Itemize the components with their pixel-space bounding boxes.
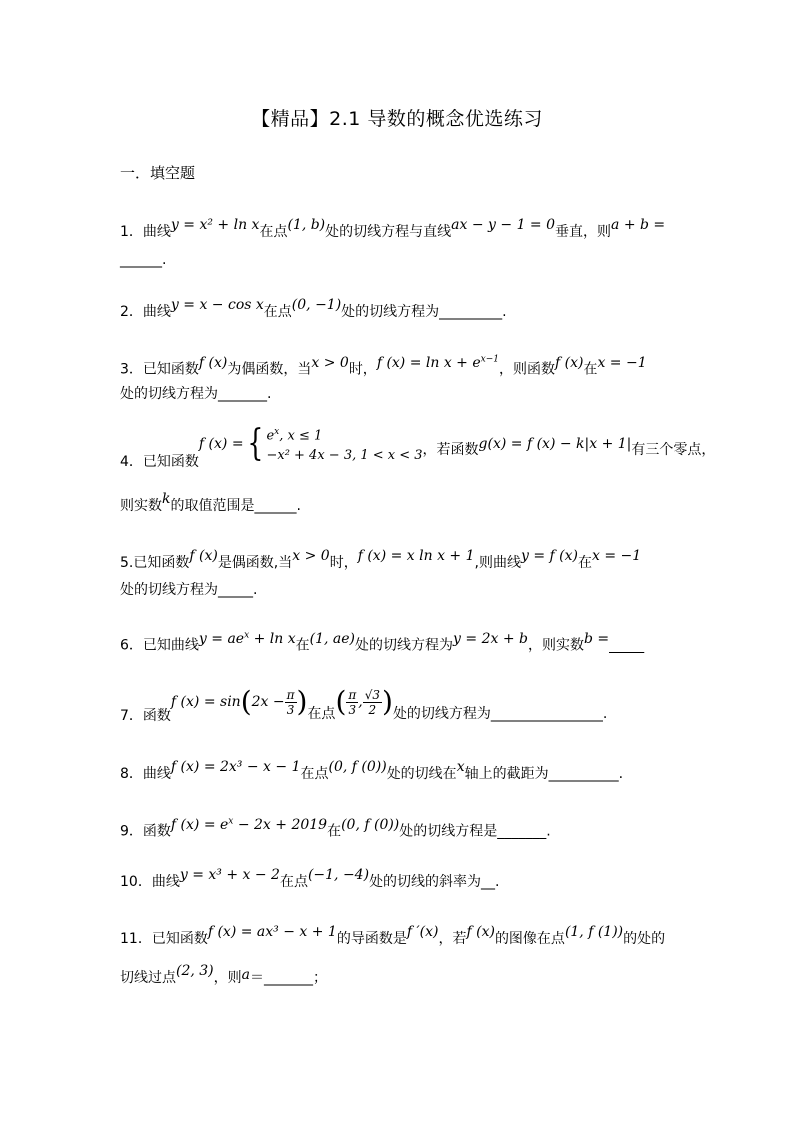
q11-text: 的处的	[623, 931, 666, 947]
q4-text: 的取值范围是______.	[170, 498, 301, 514]
left-paren-icon: (	[335, 685, 347, 718]
q1-text: 垂直，则	[555, 224, 612, 240]
q11-text: ＝_______；	[250, 970, 327, 986]
right-paren-icon: )	[382, 685, 393, 718]
q2-text: 在点	[263, 304, 292, 320]
q8-point: (0, f (0))	[328, 759, 387, 775]
q7-px-num: π	[348, 687, 357, 702]
q5-number: 5.已知函数	[120, 555, 190, 571]
q5-x: x = −1	[591, 548, 642, 564]
q8-x: x	[456, 759, 465, 775]
q7-text: 处的切线方程为________________.	[392, 706, 608, 722]
q3-func: f (x)	[198, 354, 228, 371]
q11-text: 切线过点	[120, 970, 176, 986]
q1-line: ax − y − 1 = 0	[451, 217, 556, 233]
q11-point: (1, f (1))	[564, 924, 624, 940]
q6-number: 6．已知曲线	[120, 637, 199, 654]
q9-text: 处的切线方程是_______.	[399, 823, 551, 840]
q6-curve-base: y = ae	[198, 630, 245, 647]
q4-case1-exp: x	[274, 427, 280, 437]
question-7	[120, 680, 607, 724]
q4-text: 有三个零点，	[631, 442, 716, 459]
q1-number: 1．曲线	[120, 224, 171, 240]
q1-text: 在点	[259, 224, 288, 240]
q7-func: f (x) = sin	[170, 694, 241, 710]
q7-py-num: √3	[364, 687, 380, 702]
q8-text: 轴上的截距为__________.	[464, 766, 624, 782]
q7-px-den: 3	[348, 702, 357, 717]
q2-text: 处的切线方程为_________.	[341, 304, 507, 320]
question-2	[120, 297, 507, 322]
q3-func2: f (x)	[555, 354, 584, 371]
q11-text: 的导函数是	[336, 931, 407, 947]
q4-g: g(x) = f (x) − k|x + 1|	[478, 436, 632, 453]
q1-point: (1, b)	[287, 217, 326, 233]
q10-curve: y = x³ + x − 2	[179, 867, 280, 883]
question-1-blank	[120, 250, 166, 270]
q2-curve: y = x − cos x	[170, 297, 264, 313]
q4-number: 4．已知函数	[120, 454, 199, 471]
q4-cases	[266, 422, 422, 466]
question-3-cont	[120, 384, 271, 404]
section-heading: 一．填空题	[120, 164, 196, 182]
question-4	[120, 423, 716, 472]
q5-text: ,则曲线	[474, 555, 521, 571]
q11-func2: f (x)	[466, 924, 495, 940]
q5-curve: y = f (x)	[520, 548, 578, 564]
q11-text: ，则	[213, 970, 242, 986]
question-1	[120, 217, 666, 242]
q3-x: x = −1	[597, 354, 647, 371]
q7-py-den: 2	[368, 702, 377, 717]
q11-text: ，若	[438, 931, 467, 947]
q7-point-x	[346, 688, 358, 717]
answer-blank: ______.	[120, 252, 167, 268]
q7-number: 7．函数	[120, 708, 171, 724]
q4-k: k	[162, 491, 171, 507]
q5-func: f (x)	[189, 548, 218, 564]
q7-fraction	[285, 688, 297, 717]
q5-text: 时，	[329, 555, 358, 571]
q3-expr-base: f (x) = ln x + e	[376, 354, 481, 371]
q5-expr: f (x) = x ln x + 1	[357, 548, 475, 564]
q4-piecewise	[199, 422, 423, 466]
left-paren-icon: (	[240, 685, 252, 718]
q9-func-base: f (x) = e	[170, 816, 229, 833]
question-5-cont	[120, 580, 257, 600]
q3-text: 在	[583, 361, 598, 378]
q3-expr-exp: x−1	[480, 354, 499, 364]
q4-text: ，若函数	[422, 442, 479, 459]
question-11-cont	[120, 963, 327, 988]
q11-a: a	[241, 967, 250, 983]
question-9	[120, 818, 551, 842]
q6-text: 在	[295, 637, 310, 654]
q6-curve-rest: + ln x	[249, 630, 296, 647]
q9-func	[171, 817, 327, 833]
q7-frac-num: π	[286, 687, 295, 702]
q4-func: f (x) =	[198, 436, 244, 453]
q4-case2: −x² + 4x − 3, 1 < x < 3	[266, 448, 423, 464]
q7-frac-den: 3	[286, 702, 295, 717]
q6-point: (1, ae)	[309, 630, 356, 647]
q9-number: 9．函数	[120, 823, 171, 840]
q11-func: f (x) = ax³ − x + 1	[207, 924, 337, 940]
left-brace-icon: {	[246, 423, 264, 465]
q11-text: 的图像在点	[494, 931, 565, 947]
q2-number: 2．曲线	[120, 304, 171, 320]
q3-text: 为偶函数，当	[227, 361, 312, 378]
q7-point-y	[363, 688, 382, 717]
q10-text: 处的切线的斜率为__.	[369, 874, 500, 890]
q5-cond: x > 0	[292, 548, 330, 564]
question-11	[120, 924, 666, 949]
q6-b: b =	[583, 630, 610, 647]
question-4-cont	[120, 491, 301, 516]
right-paren-icon: )	[296, 685, 308, 718]
q4-case1-cond: , x ≤ 1	[279, 428, 323, 444]
q8-text: 处的切线在	[386, 766, 457, 782]
q10-point: (−1, −4)	[307, 867, 370, 883]
q7-text: 在点	[307, 706, 336, 722]
q2-point: (0, −1)	[291, 297, 342, 313]
q10-number: 10．曲线	[120, 874, 180, 890]
question-5	[120, 548, 642, 573]
q1-expr: a + b =	[611, 217, 666, 233]
q3-number: 3．已知函数	[120, 361, 199, 378]
q7-inner: 2x −	[251, 694, 285, 710]
answer-blank: _____	[609, 637, 645, 654]
q5-text: 处的切线方程为_____.	[120, 582, 258, 598]
q4-text: 则实数	[120, 498, 162, 514]
question-3	[120, 356, 647, 380]
q10-text: 在点	[279, 874, 308, 890]
q8-text: 在点	[300, 766, 329, 782]
q11-deriv: f ′(x)	[406, 924, 439, 940]
comma: ,	[358, 694, 363, 710]
q1-text: 处的切线方程与直线	[325, 224, 452, 240]
q6-text: ，则实数	[527, 637, 584, 654]
q8-number: 8．曲线	[120, 766, 171, 782]
question-6	[120, 632, 644, 656]
q6-text: 处的切线方程为	[355, 637, 454, 654]
q5-text: 是偶函数,当	[217, 555, 293, 571]
question-8	[120, 759, 624, 784]
q3-text: ，则函数	[499, 361, 555, 378]
q11-number: 11．已知函数	[120, 931, 208, 947]
q6-curve	[199, 631, 296, 647]
q6-line: y = 2x + b	[453, 630, 528, 647]
q9-func-exp: x	[228, 816, 234, 826]
q3-expr	[377, 355, 499, 371]
q3-text: 时，	[348, 361, 377, 378]
q4-case1-base: e	[266, 428, 275, 444]
page-title: 【精品】2.1 导数的概念优选练习	[251, 108, 543, 130]
q3-cond: x > 0	[311, 354, 349, 371]
q5-text: 在	[577, 555, 592, 571]
q9-text: 在	[327, 823, 342, 840]
question-10	[120, 867, 500, 892]
q9-point: (0, f (0))	[341, 816, 400, 833]
q1-curve: y = x² + ln x	[170, 217, 260, 233]
q6-curve-exp: x	[244, 630, 250, 640]
q4-case1	[266, 422, 422, 446]
q3-text: 处的切线方程为_______.	[120, 386, 272, 402]
q11-point2: (2, 3)	[176, 963, 214, 979]
q9-func-rest: − 2x + 2019	[233, 816, 328, 833]
q8-func: f (x) = 2x³ − x − 1	[170, 759, 301, 775]
